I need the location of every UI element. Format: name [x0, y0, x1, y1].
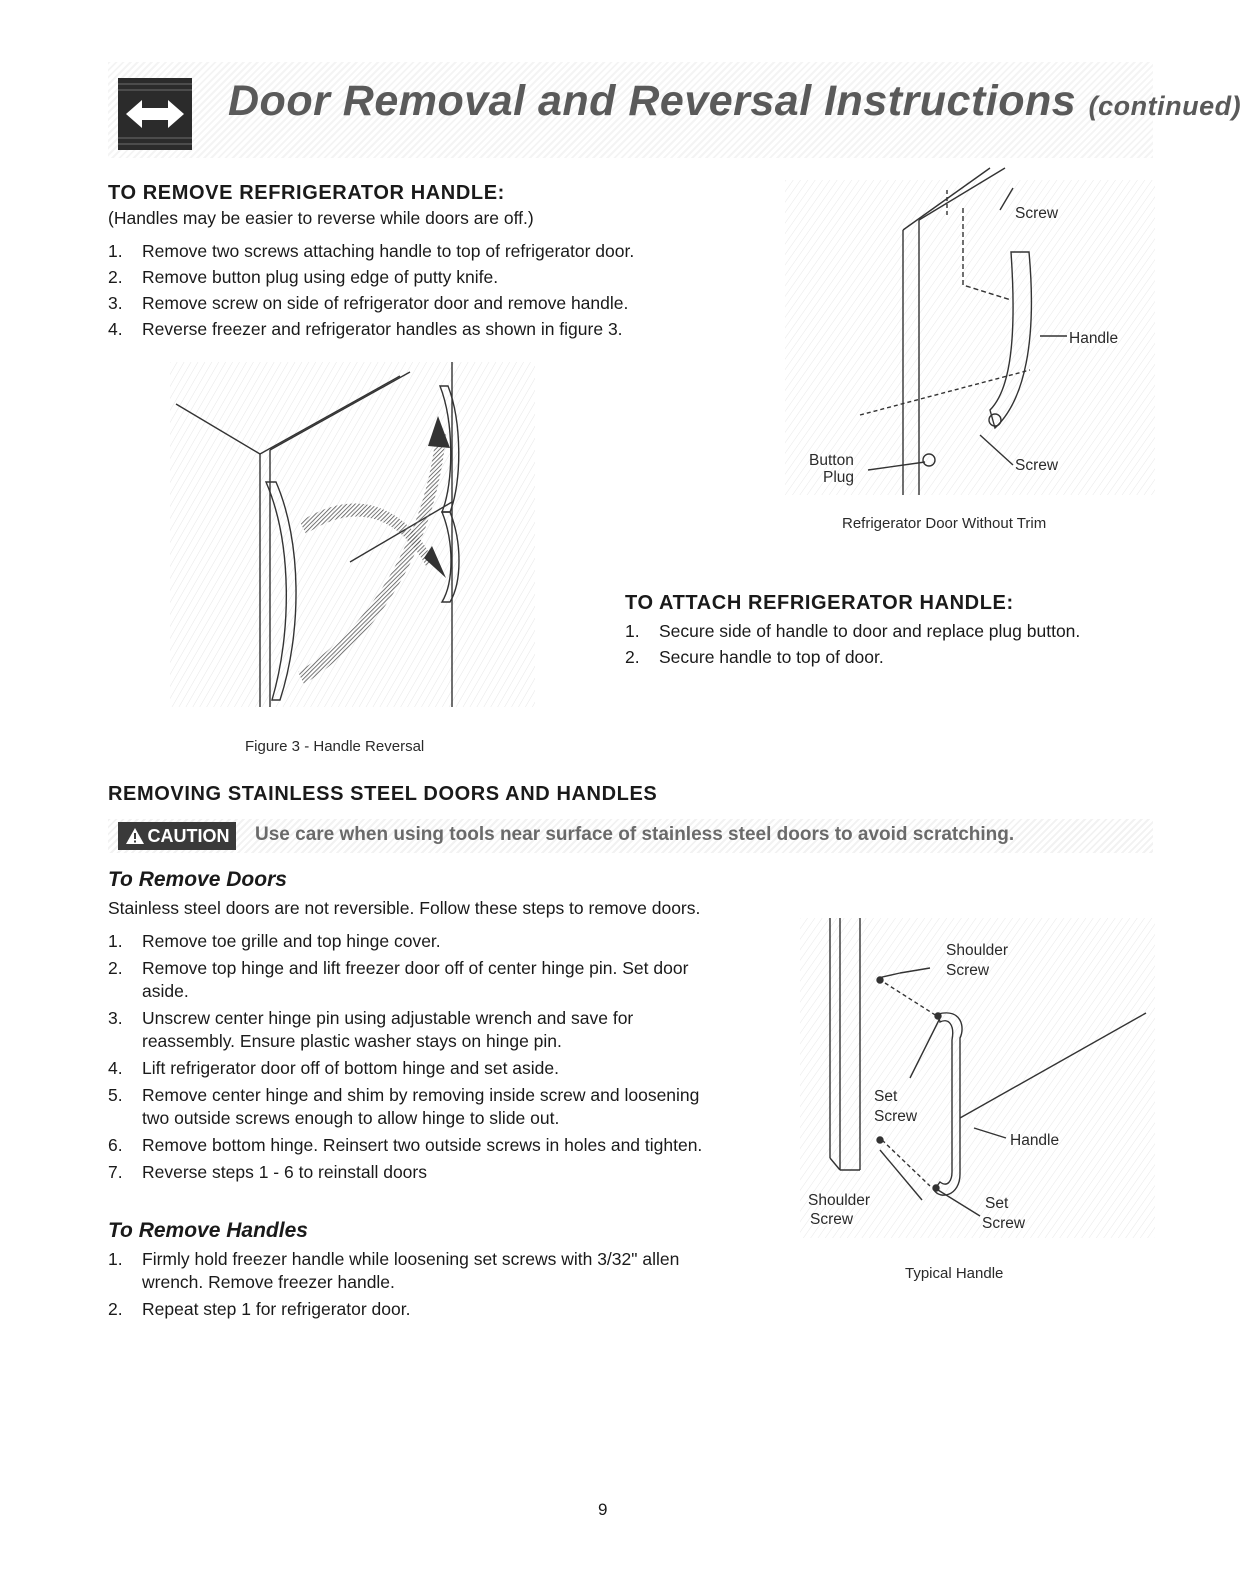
list-item: 2. Remove top hinge and lift freezer door off of center hinge pin. Set door aside.	[108, 958, 689, 1001]
remove-doors-steps	[108, 930, 788, 1188]
typical-handle-caption: Typical Handle	[905, 1265, 1004, 1282]
warning-triangle-icon	[125, 827, 145, 845]
remove-handles-steps	[108, 1248, 788, 1325]
list-item: 4. Lift refrigerator door off of bottom hinge and set aside.	[108, 1058, 560, 1078]
door-without-trim-caption: Refrigerator Door Without Trim	[842, 515, 1047, 532]
label-button: Button	[809, 452, 854, 469]
remove-fridge-handle-heading: TO REMOVE REFRIGERATOR HANDLE:	[108, 182, 505, 204]
list-item: 4. Reverse freezer and refrigerator handles as shown in figure 3.	[108, 319, 623, 339]
list-item: 6. Remove bottom hinge. Reinsert two outside screws in holes and tighten.	[108, 1135, 703, 1155]
remove-handles-heading: To Remove Handles	[108, 1219, 308, 1242]
page-title	[228, 77, 1241, 126]
label-screw-left: Screw	[874, 1108, 918, 1125]
label-screw-right: Screw	[982, 1215, 1026, 1232]
label-shoulder-bottom: Shoulder	[808, 1192, 871, 1209]
label-set-right: Set	[985, 1195, 1009, 1212]
list-item: 3. Remove screw on side of refrigerator door and remove handle.	[108, 293, 629, 313]
list-item: 2. Secure handle to top of door.	[625, 647, 884, 667]
attach-fridge-handle-steps	[625, 620, 1145, 672]
label-screw-top: Screw	[1015, 205, 1059, 222]
label-screw-bottom-left: Screw	[810, 1211, 854, 1228]
list-item: 1. Remove two screws attaching handle to top of refrigerator door.	[108, 241, 635, 261]
door-reversal-arrows-icon	[118, 78, 192, 150]
label-screw-top: Screw	[946, 962, 990, 979]
stainless-heading: REMOVING STAINLESS STEEL DOORS AND HANDLES	[108, 783, 658, 805]
list-item: 2. Repeat step 1 for refrigerator door.	[108, 1299, 411, 1319]
door-without-trim-figure	[785, 160, 1155, 500]
list-item: 7. Reverse steps 1 - 6 to reinstall doors	[108, 1162, 427, 1182]
remove-fridge-handle-steps	[108, 240, 728, 344]
label-set-left: Set	[874, 1088, 898, 1105]
attach-fridge-handle-heading: TO ATTACH REFRIGERATOR HANDLE:	[625, 592, 1014, 614]
remove-doors-intro: Stainless steel doors are not reversible. Follow these steps to remove doors.	[108, 898, 701, 918]
caution-badge-label: CAUTION	[147, 825, 230, 846]
label-handle: Handle	[1010, 1132, 1060, 1149]
list-item: 3. Unscrew center hinge pin using adjustable wrench and save for reassembly. Ensure plastic washer stays on hinge pin.	[108, 1008, 634, 1051]
list-item: 1. Firmly hold freezer handle while loosening set screws with 3/32" allen wrench. Remove freezer handle.	[108, 1249, 680, 1292]
label-screw-bottom: Screw	[1015, 457, 1059, 474]
caution-badge	[118, 822, 236, 850]
label-plug: Plug	[823, 469, 855, 486]
typical-handle-figure	[800, 918, 1155, 1243]
list-item: 1. Remove toe grille and top hinge cover.	[108, 931, 441, 951]
remove-doors-heading: To Remove Doors	[108, 868, 287, 891]
label-handle: Handle	[1069, 330, 1119, 347]
page-title-main: Door Removal and Reversal Instructions	[228, 77, 1077, 125]
remove-fridge-handle-note: (Handles may be easier to reverse while doors are off.)	[108, 208, 534, 228]
list-item: 5. Remove center hinge and shim by removing inside screw and loosening two outside screws enough to allow hinge to slide out.	[108, 1085, 700, 1128]
label-shoulder-top: Shoulder	[946, 942, 1009, 959]
handle-reversal-caption: Figure 3 - Handle Reversal	[245, 738, 425, 755]
page-title-suffix: (continued)	[1088, 91, 1241, 121]
handle-reversal-figure	[170, 362, 535, 722]
list-item: 2. Remove button plug using edge of putty knife.	[108, 267, 499, 287]
caution-text: Use care when using tools near surface of stainless steel doors to avoid scratching.	[255, 824, 1015, 845]
list-item: 1. Secure side of handle to door and replace plug button.	[625, 621, 1081, 641]
page-number: 9	[598, 1500, 608, 1519]
